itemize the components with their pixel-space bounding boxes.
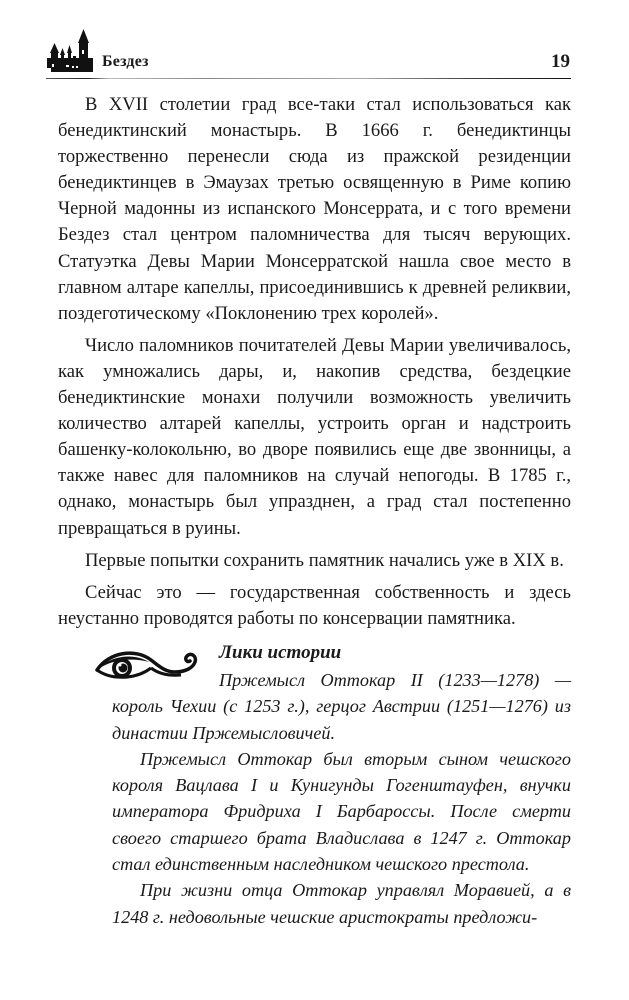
paragraph: При жизни отца Оттокар управлял Моравией, а в 1248 г. недовольные чешские аристократы предложи- (112, 880, 571, 927)
paragraph: Пржемысл Оттокар был вторым сыном чешского короля Вацлава I и Кунигунды Гогенштауфен, внучки императора Фридриха I Барбароссы. После смерти своего старшего брата Владислава в 1247 г. Оттокар стал единственным наследником чешского престола. (112, 748, 571, 875)
aside-text (112, 667, 571, 930)
castle-silhouette-icon (46, 28, 94, 74)
aside-title: Лики истории (219, 642, 342, 663)
paragraph: В XVII столетии град все-таки стал использоваться как бенедиктинский монастырь. В 1666 г. бенедиктинцы торжественно перенесли сюда из пражской резиденции бенедиктинцев в Эмаузах третью освященную в Риме копию Черной мадонны из испанского Монсеррата, и с того времени Бездез стал центром паломничества для тысяч верующих. Статуэтка Девы Марии Монсерратской нашла свое место в главном алтаре капеллы, присоединившись к древней реликвии, поздеготическому «Поклонению трех королей». (58, 94, 571, 324)
page-header (46, 26, 571, 82)
paragraph: Число паломников почитателей Девы Марии увеличивалось, как умножались дары, и, накопив средства, бездецкие бенедиктинские монахи получили возможность увеличить количество алтарей капеллы, устроить орган и надстроить башенку-колокольню, во дворе появились еще две звонницы, а также навес для паломников на случай непогоды. В 1785 г., однако, монастырь был упразднен, а град стал постепенно превращаться в руины. (58, 334, 571, 539)
paragraph: Первые попытки сохранить памятник начались уже в XIX в. (85, 549, 564, 571)
page-number: 19 (551, 51, 570, 72)
paragraph: Сейчас это — государственная собственность и здесь неустанно проводятся работы по консервации памятника. (58, 581, 571, 629)
running-title: Бездез (102, 53, 149, 70)
main-text (58, 92, 571, 638)
paragraph: Пржемысл Оттокар II (1233—1278) — король Чехии (с 1253 г.), герцог Австрии (1251—1276) из династии Пржемысловичей. (112, 670, 571, 743)
header-rule (46, 78, 571, 79)
